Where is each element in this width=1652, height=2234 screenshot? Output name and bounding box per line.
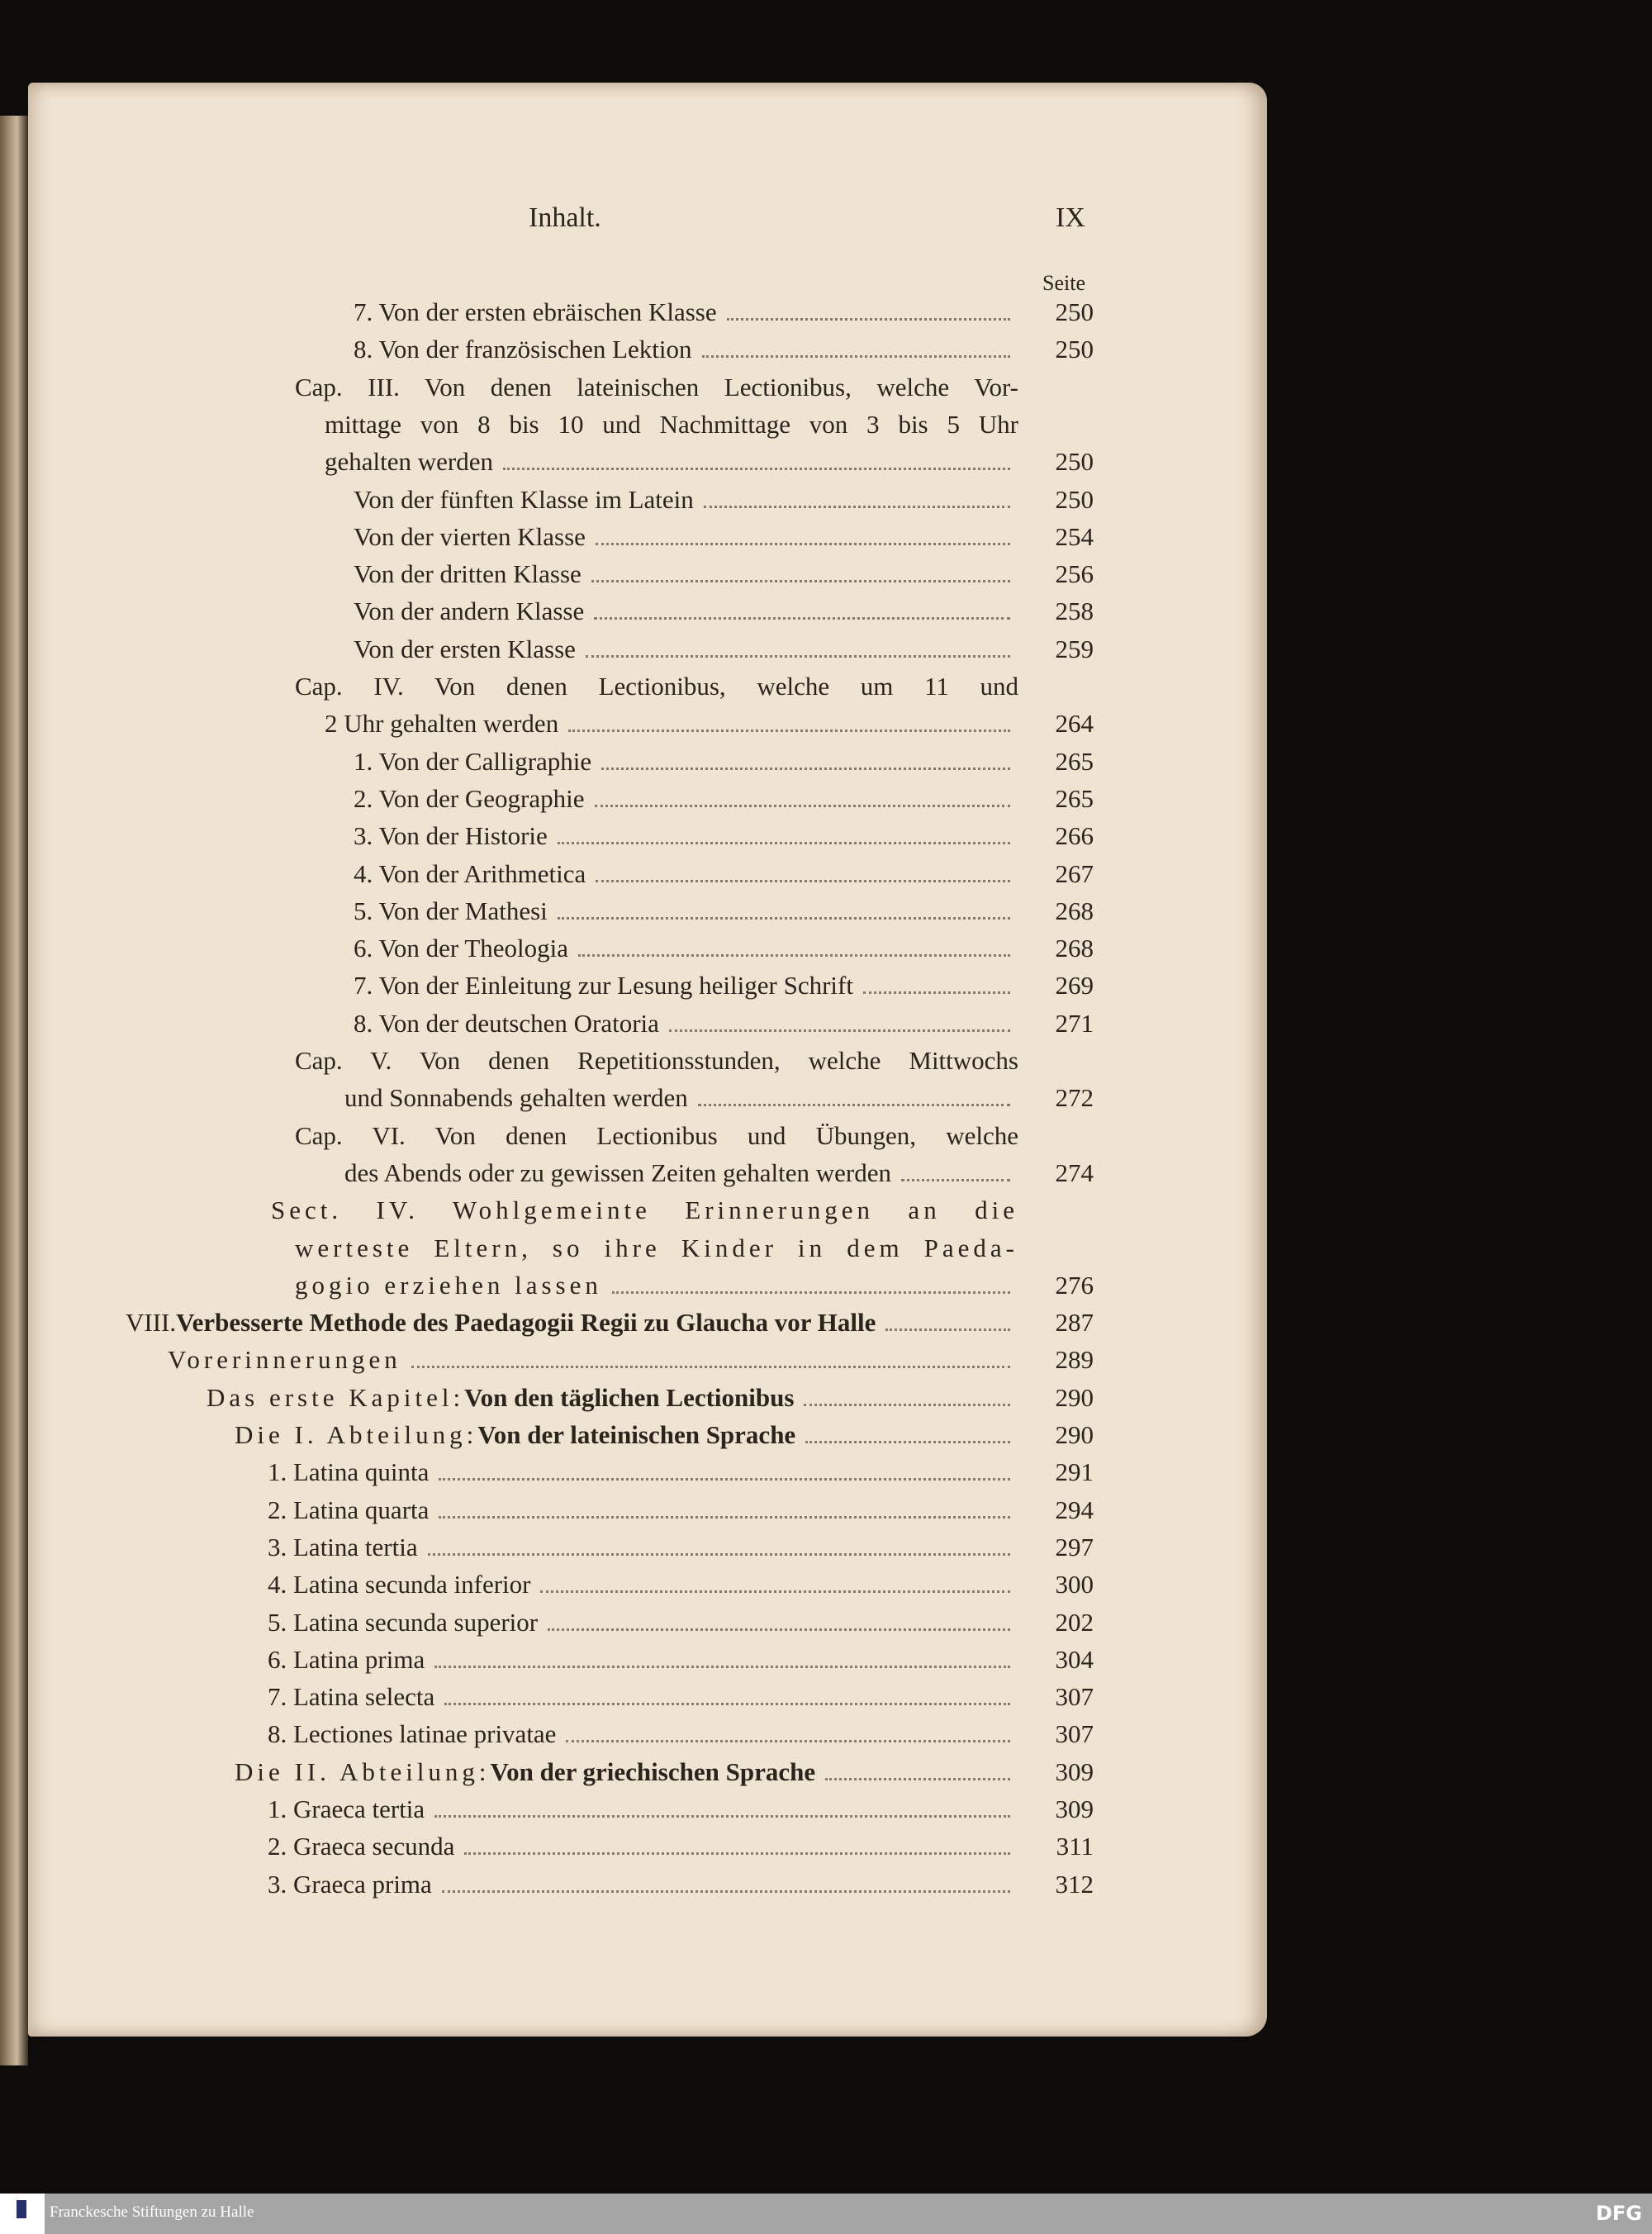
toc-entry-text: gehalten werden bbox=[325, 447, 493, 477]
toc-page-number: 269 bbox=[1055, 971, 1094, 1001]
dot-leader bbox=[503, 468, 1010, 470]
dot-leader bbox=[434, 1815, 1010, 1818]
toc-page-number: 287 bbox=[1055, 1308, 1094, 1338]
toc-entry bbox=[268, 1495, 1094, 1532]
toc-page-number: 271 bbox=[1055, 1008, 1094, 1038]
toc-entry bbox=[354, 521, 1094, 558]
toc-entry-text: 5. Von der Mathesi bbox=[354, 896, 548, 925]
adjacent-page-edge bbox=[0, 116, 28, 2065]
toc-entry-text: 8. Von der deutschen Oratoria bbox=[354, 1008, 659, 1038]
dot-leader bbox=[601, 768, 1010, 770]
dot-leader bbox=[727, 318, 1010, 321]
toc-page-number: 291 bbox=[1055, 1457, 1094, 1487]
toc-entry-text: Sect. IV. Wohlgemeinte Erinnerungen an die bbox=[271, 1195, 1018, 1225]
toc-page-number: 272 bbox=[1055, 1083, 1094, 1113]
dot-leader bbox=[411, 1366, 1010, 1368]
toc-entry bbox=[325, 709, 1094, 745]
toc-entry bbox=[126, 1308, 1094, 1344]
toc-entry bbox=[354, 484, 1094, 521]
toc-page-number: 265 bbox=[1055, 783, 1094, 813]
toc-entry bbox=[295, 1121, 1018, 1157]
dot-leader bbox=[596, 880, 1010, 882]
toc-entry bbox=[354, 746, 1094, 783]
column-label-seite: Seite bbox=[1042, 271, 1085, 295]
toc-entry-text: 7. Von der Einleitung zur Lesung heiliger Schrift bbox=[354, 971, 853, 1001]
toc-page-number: 276 bbox=[1055, 1270, 1094, 1300]
toc-entry-text: Cap. III. Von denen lateinischen Lectionibus, welche Vor- bbox=[295, 372, 1018, 402]
toc-entry-text: 8. Von der französischen Lektion bbox=[354, 335, 692, 364]
toc-entry-text: 4. Latina secunda inferior bbox=[268, 1570, 531, 1599]
toc-page-number: 264 bbox=[1055, 709, 1094, 739]
dot-leader bbox=[863, 991, 1010, 994]
toc-page-number: 304 bbox=[1055, 1644, 1094, 1674]
toc-page-number: 202 bbox=[1055, 1607, 1094, 1637]
toc-page-number: 274 bbox=[1055, 1157, 1094, 1187]
toc-page-number: 290 bbox=[1055, 1420, 1094, 1449]
dot-leader bbox=[558, 917, 1010, 920]
toc-page-number: 250 bbox=[1055, 484, 1094, 514]
toc-entry bbox=[344, 1083, 1094, 1119]
toc-entry bbox=[354, 783, 1094, 820]
toc-page-number: 258 bbox=[1055, 597, 1094, 626]
dot-leader bbox=[595, 805, 1010, 807]
toc-entry bbox=[268, 1869, 1094, 1906]
toc-entry-text: gogio erziehen lassen bbox=[295, 1270, 602, 1300]
toc-entry-text: 3. Latina tertia bbox=[268, 1532, 418, 1561]
toc-entry-text: des Abends oder zu gewissen Zeiten gehalten werden bbox=[344, 1157, 891, 1187]
toc-entry bbox=[325, 447, 1094, 483]
toc-entry-text: Von der ersten Klasse bbox=[354, 634, 576, 663]
dot-leader bbox=[805, 1441, 1010, 1443]
toc-entry-text: VIII. bbox=[126, 1308, 177, 1338]
dot-leader bbox=[464, 1852, 1010, 1855]
toc-entry-text: Von der vierten Klasse bbox=[354, 521, 586, 551]
toc-entry-bold-text: Von den täglichen Lectionibus bbox=[464, 1382, 795, 1412]
toc-entry bbox=[354, 335, 1094, 371]
dot-leader bbox=[586, 655, 1010, 658]
dot-leader bbox=[439, 1516, 1010, 1519]
toc-entry-text: Cap. VI. Von denen Lectionibus und Übungen, welche bbox=[295, 1120, 1018, 1150]
page-number: IX bbox=[1056, 202, 1085, 233]
toc-entry bbox=[295, 1046, 1018, 1082]
dot-leader bbox=[591, 580, 1010, 582]
toc-entry-bold-text: Verbesserte Methode des Paedagogii Regii zu Glaucha vor Halle bbox=[176, 1308, 876, 1338]
toc-entry bbox=[354, 858, 1094, 896]
toc-entry-text: 7. Latina selecta bbox=[268, 1682, 435, 1712]
toc-page-number: 312 bbox=[1055, 1869, 1094, 1899]
toc-entry-text: Von der andern Klasse bbox=[354, 597, 585, 626]
toc-entry bbox=[268, 1570, 1094, 1606]
toc-entry bbox=[354, 821, 1094, 858]
dot-leader bbox=[804, 1404, 1010, 1406]
toc-entry bbox=[354, 971, 1094, 1007]
running-title: Inhalt. bbox=[529, 202, 601, 233]
toc-entry-text: 5. Latina secunda superior bbox=[268, 1607, 539, 1637]
toc-entry-text: 2. Von der Geographie bbox=[354, 783, 585, 813]
toc-entry-text: 2 Uhr gehalten werden bbox=[325, 709, 559, 739]
toc-page-number: 289 bbox=[1055, 1345, 1094, 1375]
toc-entry-text: mittage von 8 bis 10 und Nachmittage von 3 bis 5 Uhr bbox=[325, 409, 1018, 439]
toc-entry-text: 1. Graeca tertia bbox=[268, 1794, 425, 1823]
toc-entry bbox=[295, 1233, 1018, 1270]
dot-leader bbox=[596, 543, 1010, 545]
toc-entry-text: 6. Von der Theologia bbox=[354, 934, 569, 963]
toc-page-number: 307 bbox=[1055, 1719, 1094, 1749]
toc-page-number: 297 bbox=[1055, 1532, 1094, 1561]
toc-entry bbox=[168, 1345, 1094, 1381]
footer-bar bbox=[0, 2194, 1652, 2234]
toc-entry bbox=[235, 1420, 1094, 1457]
toc-page-number: 294 bbox=[1055, 1495, 1094, 1524]
toc-page-number: 268 bbox=[1055, 934, 1094, 963]
toc-entry-text: 8. Lectiones latinae privatae bbox=[268, 1719, 557, 1749]
dot-leader bbox=[568, 730, 1010, 732]
toc-entry-text: 4. Von der Arithmetica bbox=[354, 858, 586, 888]
toc-entry bbox=[354, 559, 1094, 596]
toc-page-number: 259 bbox=[1055, 634, 1094, 663]
toc-entry-text: 3. Von der Historie bbox=[354, 821, 548, 851]
toc-page-number: 268 bbox=[1055, 896, 1094, 925]
toc-entry-text: 7. Von der ersten ebräischen Klasse bbox=[354, 297, 717, 326]
toc-entry bbox=[235, 1756, 1094, 1794]
toc-entry-text: Cap. V. Von denen Repetitionsstunden, welche Mittwochs bbox=[295, 1046, 1018, 1075]
dot-leader bbox=[669, 1029, 1010, 1032]
toc-page-number: 250 bbox=[1055, 335, 1094, 364]
dot-leader bbox=[558, 842, 1010, 844]
toc-page-number: 290 bbox=[1055, 1382, 1094, 1412]
toc-page-number: 311 bbox=[1056, 1832, 1094, 1861]
toc-entry-text: 1. Von der Calligraphie bbox=[354, 746, 592, 776]
toc-entry bbox=[354, 597, 1094, 633]
toc-page-number: 265 bbox=[1055, 746, 1094, 776]
toc-entry-text: und Sonnabends gehalten werden bbox=[344, 1083, 688, 1113]
dot-leader bbox=[434, 1666, 1010, 1668]
dot-leader bbox=[442, 1890, 1010, 1893]
toc-entry bbox=[295, 373, 1018, 409]
toc-entry-text: 6. Latina prima bbox=[268, 1644, 425, 1674]
dfg-logo: DFG bbox=[1595, 2202, 1642, 2225]
toc-page-number: 309 bbox=[1055, 1756, 1094, 1786]
toc-entry bbox=[268, 1832, 1094, 1868]
toc-entry-text: werteste Eltern, so ihre Kinder in dem Paeda- bbox=[295, 1233, 1018, 1262]
toc-entry-text: Die I. Abteilung: bbox=[235, 1420, 478, 1449]
toc-entry bbox=[354, 297, 1094, 334]
toc-page-number: 250 bbox=[1055, 447, 1094, 477]
dot-leader bbox=[885, 1329, 1010, 1331]
toc-entry-text: Von der dritten Klasse bbox=[354, 559, 582, 589]
toc-entry bbox=[268, 1719, 1094, 1756]
toc-entry bbox=[354, 634, 1094, 671]
toc-entry bbox=[344, 1157, 1094, 1195]
dot-leader bbox=[578, 954, 1010, 957]
dot-leader bbox=[444, 1703, 1010, 1705]
toc-page-number: 254 bbox=[1055, 521, 1094, 551]
toc-entry-text: 2. Graeca secunda bbox=[268, 1832, 455, 1861]
toc-entry-text: Cap. IV. Von denen Lectionibus, welche um 11 und bbox=[295, 672, 1018, 701]
dot-leader bbox=[548, 1628, 1010, 1631]
toc-entry bbox=[268, 1607, 1094, 1644]
toc-entry bbox=[354, 934, 1094, 970]
toc-entry-bold-text: Von der griechischen Sprache bbox=[490, 1756, 816, 1786]
dot-leader bbox=[439, 1478, 1010, 1481]
dot-leader bbox=[825, 1778, 1010, 1780]
toc-entry bbox=[268, 1644, 1094, 1681]
dot-leader bbox=[698, 1104, 1010, 1106]
institution-logo bbox=[0, 2194, 45, 2234]
toc-entry-text: 3. Graeca prima bbox=[268, 1869, 432, 1899]
toc-page-number: 256 bbox=[1055, 559, 1094, 589]
toc-entry bbox=[325, 410, 1018, 446]
toc-entry-text: 2. Latina quarta bbox=[268, 1495, 430, 1524]
toc-page-number: 250 bbox=[1055, 297, 1094, 326]
toc-entry bbox=[268, 1532, 1094, 1569]
toc-entry-text: Das erste Kapitel: bbox=[206, 1382, 465, 1412]
dot-leader bbox=[540, 1590, 1010, 1593]
toc-page-number: 309 bbox=[1055, 1794, 1094, 1823]
toc-page-number: 266 bbox=[1055, 821, 1094, 851]
toc-entry-bold-text: Von der lateinischen Sprache bbox=[477, 1420, 796, 1449]
dot-leader bbox=[901, 1179, 1010, 1181]
dot-leader bbox=[704, 506, 1010, 508]
toc-page-number: 307 bbox=[1055, 1682, 1094, 1712]
toc-entry-text: Von der fünften Klasse im Latein bbox=[354, 484, 694, 514]
toc-entry bbox=[206, 1382, 1094, 1419]
toc-page-number: 267 bbox=[1055, 858, 1094, 888]
toc-entry bbox=[268, 1457, 1094, 1494]
toc-entry bbox=[295, 1270, 1094, 1307]
dot-leader bbox=[594, 617, 1010, 620]
toc-entry bbox=[354, 896, 1094, 933]
dot-leader bbox=[612, 1291, 1010, 1294]
toc-entry bbox=[268, 1794, 1094, 1831]
dot-leader bbox=[566, 1740, 1010, 1742]
toc-entry-text: Die II. Abteilung: bbox=[235, 1756, 491, 1786]
institution-name: Franckesche Stiftungen zu Halle bbox=[50, 2203, 254, 2221]
toc-entry bbox=[354, 1008, 1094, 1045]
toc-entry-text: Vorerinnerungen bbox=[168, 1345, 401, 1375]
toc-entry bbox=[271, 1195, 1018, 1232]
dot-leader bbox=[428, 1553, 1010, 1556]
toc-entry-text: 1. Latina quinta bbox=[268, 1457, 430, 1487]
toc-entry bbox=[268, 1682, 1094, 1718]
toc-entry bbox=[295, 672, 1018, 708]
toc-page-number: 300 bbox=[1055, 1570, 1094, 1599]
dot-leader bbox=[702, 355, 1010, 358]
